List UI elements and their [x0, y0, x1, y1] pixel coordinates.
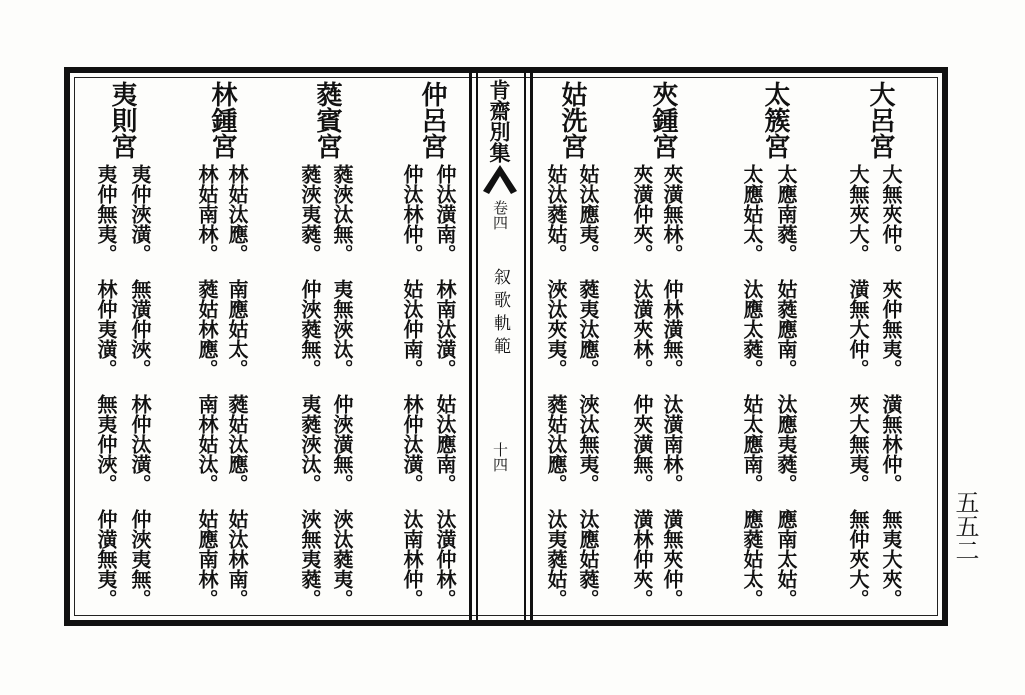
section-title: 太簇宮 [760, 81, 790, 159]
center-column-line-right-thin [524, 73, 526, 620]
note-group-left: 蕤姑林應。 [195, 279, 219, 379]
note-group-right: 汰潢南林。 [660, 394, 684, 494]
note-group-left: 浹汰夾夷。 [544, 279, 568, 379]
note-group-right: 蕤浹汰無。 [330, 164, 354, 264]
note-group-right: 林仲汰潢。 [128, 394, 152, 494]
page-number: 五五二 [951, 490, 979, 562]
note-group-left: 大無夾大。 [846, 164, 870, 264]
note-group-right: 林姑汰應。 [225, 164, 249, 264]
note-group-right: 潢無林仲。 [879, 394, 903, 494]
note-group-right: 汰潢仲林。 [433, 509, 457, 609]
note-group-left: 潢林仲夾。 [630, 509, 654, 609]
section-title: 仲呂宮 [417, 81, 447, 159]
note-group-left: 太應姑太。 [740, 164, 764, 264]
note-group-right: 仲浹夷無。 [128, 509, 152, 609]
note-group-right: 浹汰無夷。 [576, 394, 600, 494]
note-group-left: 姑應南林。 [195, 509, 219, 609]
book-title: 肯齋別集 [487, 79, 512, 163]
note-group-left: 無仲夾大。 [846, 509, 870, 609]
leaf-number: 十四 [491, 442, 509, 472]
section-title: 蕤賓宮 [312, 81, 342, 159]
note-group-left: 蕤浹夷蕤。 [298, 164, 322, 264]
note-group-right: 大無夾仲。 [879, 164, 903, 264]
note-group-right: 夷仲浹潢。 [128, 164, 152, 264]
fishtail-mark-icon [483, 163, 517, 195]
note-group-right: 夾仲無夷。 [879, 279, 903, 379]
note-group-right: 蕤夷汰應。 [576, 279, 600, 379]
note-group-left: 夷仲無夷。 [94, 164, 118, 264]
note-group-left: 仲汰林仲。 [400, 164, 424, 264]
note-group-left: 夾潢仲夾。 [630, 164, 654, 264]
center-column-line-right-thick [530, 73, 533, 620]
note-group-left: 林仲汰潢。 [400, 394, 424, 494]
volume-label: 卷四 [491, 200, 509, 230]
note-group-right: 蕤姑汰應。 [225, 394, 249, 494]
section-title: 大呂宮 [865, 81, 895, 159]
note-group-right: 林南汰潢。 [433, 279, 457, 379]
note-group-left: 應蕤姑太。 [740, 509, 764, 609]
note-group-left: 蕤姑汰應。 [544, 394, 568, 494]
note-group-left: 南林姑汰。 [195, 394, 219, 494]
note-group-left: 林仲夷潢。 [94, 279, 118, 379]
note-group-left: 汰夷蕤姑。 [544, 509, 568, 609]
section-label: 叙歌軌範 [490, 268, 510, 360]
note-group-right: 太應南蕤。 [774, 164, 798, 264]
note-group-right: 汰應姑蕤。 [576, 509, 600, 609]
note-group-right: 姑汰應夷。 [576, 164, 600, 264]
note-group-left: 仲浹蕤無。 [298, 279, 322, 379]
note-group-right: 無夷大夾。 [879, 509, 903, 609]
note-group-right: 浹汰蕤夷。 [330, 509, 354, 609]
note-group-right: 姑蕤應南。 [774, 279, 798, 379]
section-title: 夷則宮 [107, 81, 137, 159]
note-group-right: 汰應夷蕤。 [774, 394, 798, 494]
center-column-line-left-thin [476, 73, 478, 620]
note-group-left: 姑汰蕤姑。 [544, 164, 568, 264]
note-group-right: 南應姑太。 [225, 279, 249, 379]
note-group-right: 潢無夾仲。 [660, 509, 684, 609]
section-title: 林鍾宮 [207, 81, 237, 159]
note-group-right: 仲浹潢無。 [330, 394, 354, 494]
note-group-left: 汰南林仲。 [400, 509, 424, 609]
note-group-left: 仲夾潢無。 [630, 394, 654, 494]
center-column-line-left-thick [469, 73, 472, 620]
note-group-right: 無潢仲浹。 [128, 279, 152, 379]
note-group-left: 姑太應南。 [740, 394, 764, 494]
note-group-right: 應南太姑。 [774, 509, 798, 609]
note-group-left: 姑汰仲南。 [400, 279, 424, 379]
note-group-left: 夾大無夷。 [846, 394, 870, 494]
note-group-left: 浹無夷蕤。 [298, 509, 322, 609]
note-group-left: 仲潢無夷。 [94, 509, 118, 609]
note-group-left: 夷蕤浹汰。 [298, 394, 322, 494]
section-title: 姑洗宮 [557, 81, 587, 159]
note-group-left: 無夷仲浹。 [94, 394, 118, 494]
note-group-right: 夷無浹汰。 [330, 279, 354, 379]
note-group-right: 仲林潢無。 [660, 279, 684, 379]
note-group-right: 夾潢無林。 [660, 164, 684, 264]
note-group-left: 汰應太蕤。 [740, 279, 764, 379]
note-group-right: 仲汰潢南。 [433, 164, 457, 264]
note-group-left: 潢無大仲。 [846, 279, 870, 379]
note-group-left: 林姑南林。 [195, 164, 219, 264]
note-group-right: 姑汰林南。 [225, 509, 249, 609]
note-group-right: 姑汰應南。 [433, 394, 457, 494]
section-title: 夾鍾宮 [648, 81, 678, 159]
note-group-left: 汰潢夾林。 [630, 279, 654, 379]
